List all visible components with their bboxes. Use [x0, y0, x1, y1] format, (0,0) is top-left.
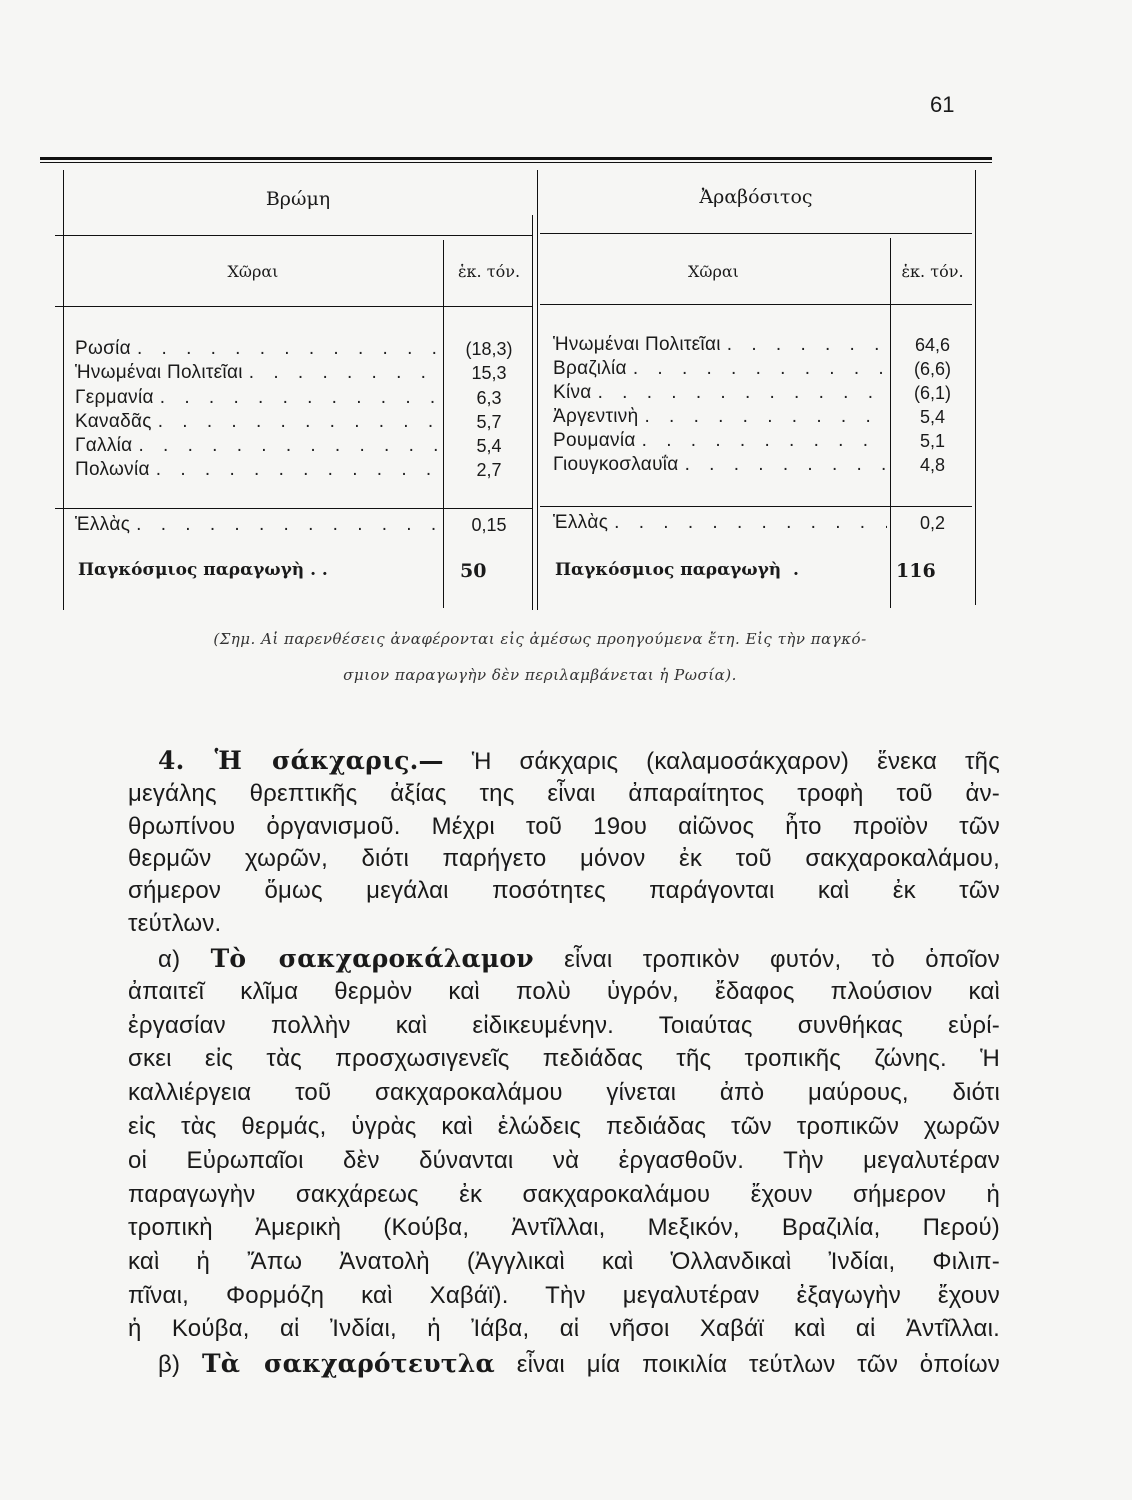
table-border-left: [63, 170, 64, 610]
line-text: τεύτλων.: [128, 910, 222, 937]
dot-leader: [132, 435, 440, 457]
right-total-label: Παγκόσμιος παραγωγὴ .: [555, 560, 799, 580]
line-text: εἶναι τροπικὸν φυτόν, τὸ ὁποῖον: [533, 946, 1000, 973]
line-text: α): [158, 946, 211, 973]
footnote-line-1: (Σημ. Αἱ παρενθέσεις ἀναφέρονται εἰς ἀμέσως προηγούμενα ἔτη. Εἰς τὴν παγκό-: [213, 630, 867, 648]
table-row: [75, 387, 440, 409]
production-value: 4,8: [919, 455, 946, 475]
country-name: Ἡνωμέναι Πολιτεῖαι: [75, 362, 243, 383]
hrule: [55, 235, 533, 236]
body-line: [128, 907, 1000, 941]
production-value: 5,4: [919, 407, 946, 427]
table-row: [553, 430, 887, 452]
body-line: [128, 1245, 1000, 1279]
right-total-value: 116: [896, 560, 936, 582]
country-name: Ἑλλὰς: [553, 512, 609, 533]
body-line: [128, 1009, 1000, 1043]
production-value: 0,15: [471, 515, 507, 535]
dot-leader: [627, 358, 887, 380]
line-text: οἱ Εὐρωπαῖοι δὲν δύνανται νὰ ἐργασθοῦν. Τὴν μεγαλυτέραν: [128, 1147, 1000, 1174]
production-value: 5,1: [919, 431, 946, 451]
table-row: [75, 435, 440, 457]
hrule: [55, 508, 533, 509]
dot-leader: [243, 362, 440, 384]
line-text: εἶναι μία ποικιλία τεύτλων τῶν ὁποίων: [494, 1351, 1000, 1378]
footnote-line-2: σμιον παραγωγὴν δὲν περιλαμβάνεται ἡ Ρωσία).: [343, 666, 737, 684]
body-line: [128, 1211, 1000, 1245]
body-line: [158, 1347, 1000, 1382]
production-value: (6,1): [913, 383, 951, 403]
production-value: 2,7: [476, 460, 502, 480]
dot-leader: [154, 387, 440, 409]
left-col-countries: Χῶραι: [227, 262, 279, 281]
section-heading: Τὸ σακχαροκάλαμον: [210, 944, 534, 973]
line-text: θερμῶν χωρῶν, διότι παρήγετο μόνον ἐκ τοῦ σακχαροκαλάμου,: [128, 845, 1000, 872]
country-name: Πολωνία: [75, 459, 150, 480]
production-value: 6,3: [476, 388, 502, 408]
table-divider: [537, 170, 538, 610]
line-text: τροπικὴ Ἀμερικὴ (Κούβα, Ἀντῖλλαι, Μεξικόν, Βραζιλία, Περού): [128, 1214, 1000, 1241]
body-line: [128, 1144, 1000, 1178]
left-col-unit: ἑκ. τόν.: [457, 262, 521, 281]
section-heading: 4. Ἡ σάκχαρις.—: [158, 746, 444, 775]
line-text: καλλιέργεια τοῦ σακχαροκαλάμου γίνεται ἀπὸ μαύρους, διότι: [128, 1079, 1000, 1106]
table-row: [75, 362, 440, 384]
country-name: Γαλλία: [75, 435, 133, 456]
table-row: [75, 514, 440, 536]
line-text: θρωπίνου ὀργανισμοῦ. Μέχρι τοῦ 19ου αἰῶνος ἦτο προϊὸν τῶν: [128, 813, 1000, 840]
dot-leader: [721, 334, 887, 356]
line-text: εἰς τὰς θερμάς, ὑγρὰς καὶ ἑλώδεις πεδιάδας τῶν τροπικῶν χωρῶν: [128, 1113, 1000, 1140]
total-label: Παγκόσμιος παραγωγὴ: [555, 560, 782, 580]
hrule: [55, 306, 533, 307]
section-heading: Τὰ σακχαρότευτλα: [201, 1349, 495, 1378]
table-row: [553, 382, 887, 404]
production-value: (6,6): [913, 359, 951, 379]
hrule: [540, 506, 972, 507]
dot-leader: [636, 430, 887, 452]
body-line: [158, 744, 1000, 779]
body-line: [128, 842, 1000, 876]
country-name: Καναδᾶς: [75, 411, 152, 432]
body-line: [128, 1312, 1000, 1346]
line-text: Ἡ σάκχαρις (καλαμοσάκχαρον) ἕνεκα τῆς: [443, 748, 1000, 775]
top-rule: [40, 157, 992, 160]
country-name: Βραζιλία: [553, 358, 627, 379]
table-row: [553, 358, 887, 380]
body-line: [128, 810, 1000, 844]
country-name: Κίνα: [553, 382, 592, 403]
table-row: [553, 406, 887, 428]
country-name: Ἑλλὰς: [75, 514, 131, 535]
country-name: Ἀργεντινὴ: [553, 406, 639, 427]
production-value: (18,3): [465, 339, 513, 359]
line-text: σκει εἰς τὰς προσχωσιγενεῖς πεδιάδας τῆς τροπικῆς ζώνης. Ἡ: [128, 1045, 1000, 1072]
body-line: [128, 1076, 1000, 1110]
hrule: [540, 304, 972, 305]
right-col-unit: ἑκ. τόν.: [901, 262, 964, 281]
left-total-label: Παγκόσμιος παραγωγὴ . .: [78, 560, 328, 580]
body-line: [128, 1042, 1000, 1076]
line-text: ἀπαιτεῖ κλῖμα θερμὸν καὶ πολὺ ὑγρόν, ἔδαφος πλούσιον καὶ: [128, 978, 1000, 1005]
left-table-title: Βρώμη: [265, 188, 331, 210]
dot-leader: [150, 459, 440, 481]
dot-leader: [679, 454, 887, 476]
body-line: [128, 1110, 1000, 1144]
top-rule-thin: [40, 162, 992, 163]
line-text: σήμερον ὅμως μεγάλαι ποσότητες παράγονται καὶ ἐκ τῶν: [128, 877, 1000, 904]
table-row: [75, 338, 440, 360]
body-line: [128, 975, 1000, 1009]
body-line: [128, 1178, 1000, 1212]
line-text: παραγωγὴν σακχάρεως ἐκ σακχαροκαλάμου ἔχουν σήμερον ἡ: [128, 1181, 1000, 1208]
table-row: [553, 512, 887, 534]
line-text: ἐργασίαν πολλὴν καὶ εἰδικευμένην. Τοιαύτας συνθήκας εὑρί-: [128, 1012, 1000, 1039]
line-text: πῖναι, Φορμόζη καὶ Χαβάϊ). Τὴν μεγαλυτέραν ἐξαγωγὴν ἔχουν: [128, 1282, 1000, 1309]
production-value: 64,6: [914, 335, 951, 355]
production-value: 15,3: [471, 363, 507, 383]
page-number: 61: [930, 92, 955, 117]
body-line: [158, 942, 1000, 977]
table-border-right: [975, 170, 976, 605]
body-line: [128, 1279, 1000, 1313]
country-name: Γερμανία: [75, 387, 154, 408]
body-line: [128, 777, 1000, 811]
right-col-countries: Χῶραι: [688, 262, 739, 281]
dot-leader: [152, 411, 440, 433]
country-name: Γιουγκοσλαυΐα: [553, 454, 679, 475]
dot-leader: [130, 514, 440, 536]
dot-leader: [608, 512, 887, 534]
dot-leader: [638, 406, 887, 428]
total-label: Παγκόσμιος παραγωγὴ: [78, 560, 305, 580]
dot-leader: [131, 338, 440, 360]
line-text: μεγάλης θρεπτικῆς ἀξίας της εἶναι ἀπαραίτητος τροφὴ τοῦ ἀν-: [128, 780, 1000, 807]
production-value: 0,2: [919, 513, 946, 533]
line-text: ἡ Κούβα, αἱ Ἰνδίαι, ἡ Ἰάβα, αἱ νῆσοι Χαβάϊ καὶ αἱ Ἀντῖλλαι.: [128, 1315, 1000, 1342]
country-name: Ρωσία: [75, 338, 131, 359]
dot-leader: [592, 382, 887, 404]
table-row: [75, 411, 440, 433]
production-value: 5,7: [476, 412, 502, 432]
left-total-value: 50: [460, 560, 487, 582]
body-line: [128, 874, 1000, 908]
line-text: β): [158, 1351, 202, 1378]
line-text: καὶ ἡ Ἄπω Ἀνατολὴ (Ἀγγλικαὶ καὶ Ὁλλανδικαὶ Ἰνδίαι, Φιλιπ-: [128, 1248, 1000, 1275]
country-name: Ἡνωμέναι Πολιτεῖαι: [553, 334, 721, 355]
table-row: [553, 454, 887, 476]
right-table-title: Ἀραβόσιτος: [699, 186, 813, 208]
table-row: [553, 334, 887, 356]
production-value: 5,4: [476, 436, 502, 456]
country-name: Ρουμανία: [553, 430, 636, 451]
hrule: [540, 233, 972, 234]
table-row: [75, 459, 440, 481]
